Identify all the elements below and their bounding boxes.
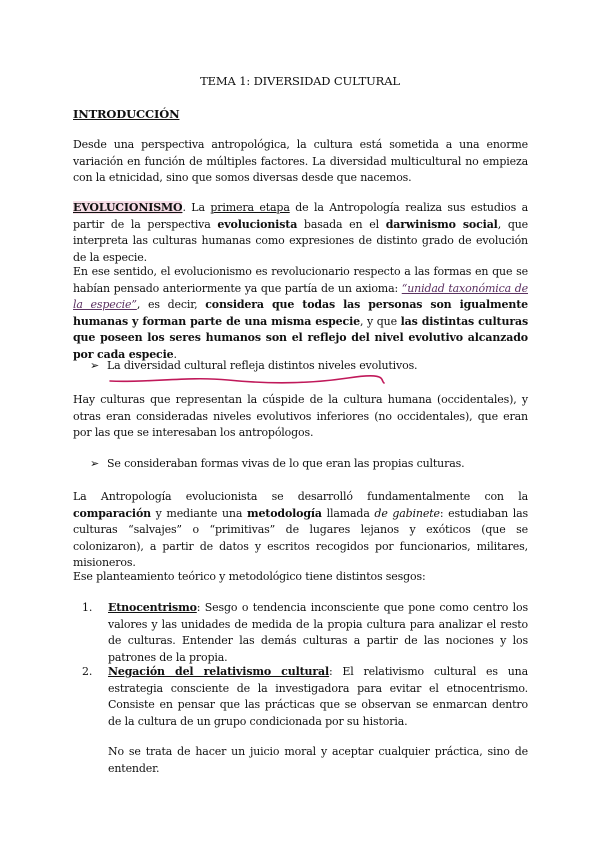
sense-text-1: En ese sentido, el evolucionismo es revolucionario respecto a las formas en que se habían pensado anteriormente ya que partía de un axioma: bbox=[73, 265, 528, 295]
evo-text-2: de la Antropología realiza sus estudios a partir de la perspectiva bbox=[73, 201, 528, 231]
sense-text-3: , y que bbox=[359, 314, 401, 328]
etnocentrismo-term: Etnocentrismo bbox=[108, 601, 197, 614]
axiom-quote: “unidad taxonómica de la especie” bbox=[73, 281, 528, 311]
list-text-2 bbox=[108, 664, 528, 730]
bullet-item-2 bbox=[90, 456, 530, 472]
method-bold-1: comparación bbox=[73, 506, 151, 520]
sesgos-paragraph: Ese planteamiento teórico y metodológico tiene distintos sesgos: bbox=[73, 570, 426, 583]
method-italic: de gabinete bbox=[374, 506, 440, 520]
evo-underlined: primera etapa bbox=[210, 201, 290, 214]
bullet-item-1 bbox=[90, 358, 530, 374]
sense-paragraph bbox=[73, 264, 528, 363]
method-text-4: : estudiaban las culturas “salvajes” o “primitivas” de lugares lejanos y exóticos (que se colonizaron), a partir de datos y escritos recogidos por funcionarios, militares, misioneros. bbox=[73, 506, 529, 569]
list-number-2: 2. bbox=[82, 665, 93, 678]
bullet-2-text: Se consideraban formas vivas de lo que eran las propias culturas. bbox=[107, 457, 465, 470]
cultures-paragraph: Hay culturas que representan la cúspide de la cultura humana (occidentales), y otras eran consideradas niveles evolutivos inferiores (no occidentales), que eran por las que se interesaban los antropólogos. bbox=[73, 393, 528, 439]
method-text-3: llamada bbox=[321, 506, 375, 520]
evolucionismo-paragraph bbox=[73, 200, 528, 266]
method-paragraph bbox=[73, 489, 528, 572]
red-handwritten-underline bbox=[108, 374, 388, 386]
evo-text-4: , que interpreta las culturas humanas como expresiones de distinto grado de evolución de la especie. bbox=[73, 217, 529, 264]
relativismo-term: Negación del relativismo cultural bbox=[108, 665, 330, 678]
bullet-1-text: La diversidad cultural refleja distintos niveles evolutivos. bbox=[107, 359, 418, 372]
document-title: TEMA 1: DIVERSIDAD CULTURAL bbox=[200, 74, 400, 88]
list-text-1 bbox=[108, 600, 528, 666]
final-paragraph: No se trata de hacer un juicio moral y aceptar cualquier práctica, sino de entender. bbox=[108, 745, 528, 775]
sense-text-4: . bbox=[173, 347, 177, 361]
evo-bold-1: evolucionista bbox=[217, 217, 298, 231]
arrow-bullet-icon: ➢ bbox=[90, 359, 100, 372]
list-number-1: 1. bbox=[82, 601, 93, 614]
list-1-body: : Sesgo o tendencia inconsciente que pone como centro los valores y las unidades de medida de la propia cultura para analizar el resto de culturas. Entender las demás culturas a partir de las nociones y los patrones de la propia. bbox=[108, 601, 528, 664]
evo-text-1: . La bbox=[182, 201, 211, 214]
sense-text-2: , es decir, bbox=[136, 298, 206, 311]
method-text-2: y mediante una bbox=[150, 506, 247, 520]
evo-bold-2: darwinismo social bbox=[385, 217, 498, 231]
method-bold-2: metodología bbox=[246, 506, 322, 520]
arrow-bullet-icon: ➢ bbox=[90, 457, 100, 470]
evolucionismo-term: EVOLUCIONISMO bbox=[73, 201, 183, 214]
sense-bold-1: considera que todas las personas son igualmente humanas y forman parte de una misma especie bbox=[73, 298, 528, 328]
sense-bold-2: las distintas culturas que poseen los seres humanos son el reflejo del nivel evolutivo alcanzado por cada especie bbox=[73, 314, 528, 361]
method-text-1: La Antropología evolucionista se desarrolló fundamentalmente con la bbox=[73, 490, 528, 503]
list-2-body: : El relativismo cultural es una estrategia consciente de la investigadora para evitar el etnocentrismo. Consiste en pensar que las prácticas que se observan se enmarcan dentro de la cultura de un grupo condicionada por su historia. bbox=[108, 665, 528, 728]
intro-paragraph: Desde una perspectiva antropológica, la cultura está sometida a una enorme variación en función de múltiples factores. La diversidad multicultural no empieza con la etnicidad, sino que somos diversas desde que nacemos. bbox=[73, 138, 528, 184]
section-heading: INTRODUCCIÓN bbox=[73, 107, 180, 121]
evo-text-3: basada en el bbox=[297, 217, 386, 231]
